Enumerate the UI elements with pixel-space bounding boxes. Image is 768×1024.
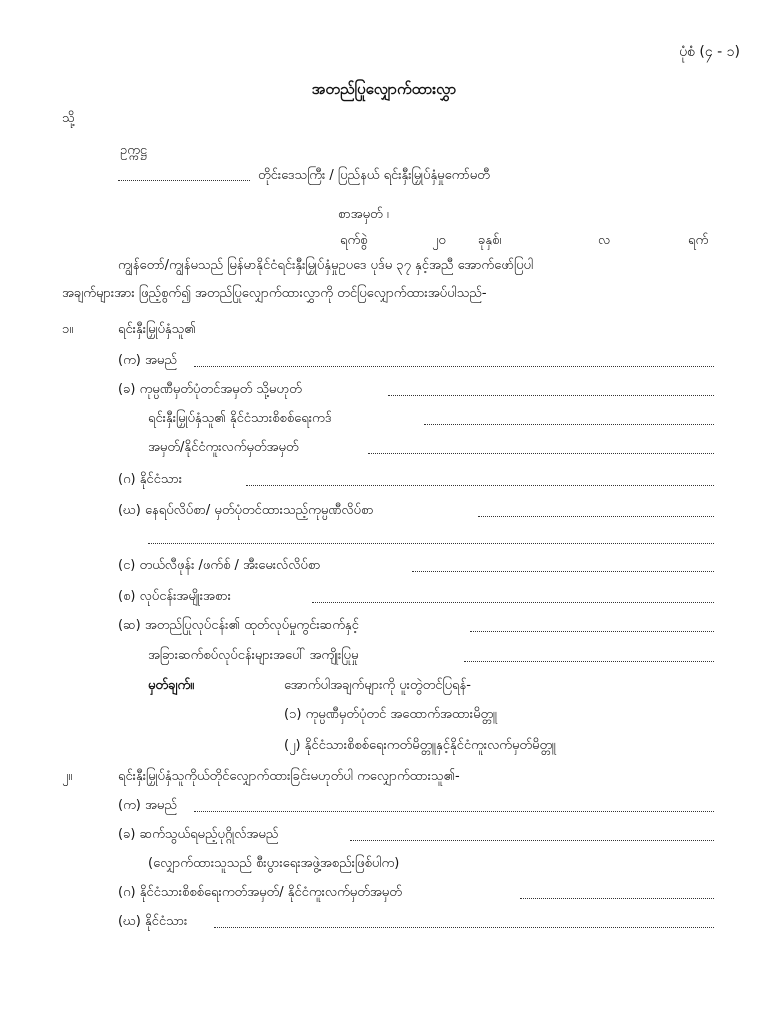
s1-passport-field[interactable] bbox=[368, 453, 714, 454]
s2-contact-person-field[interactable] bbox=[350, 840, 714, 841]
s1-citizenship-label: (ဂ) နိုင်ငံသား bbox=[118, 472, 183, 487]
s2-id-field[interactable] bbox=[520, 898, 714, 899]
s1-company-reg-label: (ခ) ကုမ္ပဏီမှတ်ပုံတင်အမှတ် သို့မဟုတ် bbox=[118, 382, 302, 397]
s1-contact-label: (င) တယ်လီဖုန်း /ဖက်စ် / အီးမေးလ်လိပ်စာ bbox=[118, 558, 321, 573]
s1-passport-label: အမှတ်/နိုင်ငံကူးလက်မှတ်အမှတ် bbox=[148, 440, 299, 455]
s1-benefit-field[interactable] bbox=[470, 631, 714, 632]
section2-title: ရင်းနှီးမြှုပ်နှံသူကိုယ်တိုင်လျှောက်ထားခြင်းမဟုတ်ပါ ကလျှောက်ထားသူ၏- bbox=[118, 769, 460, 784]
s1-address-field[interactable] bbox=[478, 516, 714, 517]
s1-benefit-field-2[interactable] bbox=[464, 661, 714, 662]
s1-benefit-label-1: (ဆ) အတည်ပြုလုပ်ငန်း၏ ထုတ်လုပ်မှုကွင်းဆက်နှင့် bbox=[118, 618, 359, 633]
s2-name-field[interactable] bbox=[194, 811, 714, 812]
to-label: သို့ bbox=[62, 111, 75, 126]
year-label: ခုနှစ်၊ bbox=[478, 233, 502, 248]
section2-number: ၂။ bbox=[62, 769, 73, 784]
s1-address-label: (ဃ) နေရပ်လိပ်စာ/ မှတ်ပုံတင်ထားသည့်ကုမ္ပဏီလိပ်စာ bbox=[118, 503, 374, 518]
s1-contact-field[interactable] bbox=[412, 571, 714, 572]
note-item-1: (၁) ကုမ္ပဏီမှတ်ပုံတင် အထောက်အထားမိတ္တူ bbox=[284, 707, 497, 722]
s1-benefit-label-2: အခြားဆက်စပ်လုပ်ငန်းများအပေါ် အကျိုးပြုမှု bbox=[148, 648, 359, 663]
s1-address-field-2[interactable] bbox=[148, 543, 714, 544]
s1-citizenship-field[interactable] bbox=[246, 485, 714, 486]
addressee: ဥက္ကဋ္ဌ bbox=[120, 143, 147, 158]
year-prefix: ၂၀ bbox=[432, 233, 446, 248]
page-title: အတည်ပြုလျှောက်ထားလွှာ bbox=[311, 80, 457, 98]
s2-contact-person-label: (ခ) ဆက်သွယ်ရမည့်ပုဂ္ဂိုလ်အမည် bbox=[118, 827, 279, 842]
date-label: ရက်စွဲ bbox=[340, 233, 368, 248]
s1-name-label: (က) အမည် bbox=[118, 353, 177, 368]
note-text: အောက်ပါအချက်များကို ပူးတွဲတင်ပြရန်- bbox=[284, 678, 471, 693]
s1-name-field[interactable] bbox=[194, 366, 714, 367]
letter-number-label: စာအမှတ် ၊ bbox=[338, 207, 389, 222]
intro-line-1: ကျွန်တော်/ကျွန်မသည် မြန်မာနိုင်ငံရင်းနှီးမြှုပ်နှံမှုဥပဒေ ပုဒ်မ ၃၇ နှင့်အညီ အောက်ဖော်ပြပါ bbox=[118, 258, 534, 273]
day-label: ရက် bbox=[688, 233, 709, 248]
s2-contact-person-note: (လျှောက်ထားသူသည် စီးပွားရေးအဖွဲ့အစည်းဖြစ်ပါက) bbox=[148, 856, 400, 871]
s2-citizenship-field[interactable] bbox=[214, 927, 714, 928]
section1-title: ရင်းနှီးမြှုပ်နှံသူ၏ bbox=[118, 322, 196, 337]
committee-name: တိုင်းဒေသကြီး / ပြည်နယ် ရင်းနှီးမြှုပ်နှံမှုကော်မတီ bbox=[258, 168, 490, 183]
s2-id-label: (ဂ) နိုင်ငံသားစိစစ်ရေးကတ်အမှတ်/ နိုင်ငံကူးလက်မှတ်အမှတ် bbox=[118, 885, 402, 900]
intro-line-2: အချက်များအား ဖြည့်စွက်၍ အတည်ပြုလျှောက်ထားလွှာကို တင်ပြလျှောက်ထားအပ်ပါသည်- bbox=[62, 286, 487, 301]
s1-business-type-label: (စ) လုပ်ငန်းအမျိုးအစား bbox=[118, 589, 231, 604]
note-item-2: (၂) နိုင်ငံသားစိစစ်ရေးကတ်မိတ္တူနှင့်နိုင်ငံကူးလက်မှတ်မိတ္တူ bbox=[284, 738, 556, 753]
s2-citizenship-label: (ဃ) နိုင်ငံသား bbox=[118, 914, 188, 929]
month-label: လ bbox=[598, 233, 611, 248]
form-number: ပုံစံ (၄ - ၁) bbox=[679, 44, 740, 60]
s1-nrc-field[interactable] bbox=[424, 424, 714, 425]
section1-number: ၁။ bbox=[62, 322, 74, 337]
s1-business-type-field[interactable] bbox=[312, 602, 714, 603]
region-fill-line[interactable] bbox=[118, 180, 250, 181]
s1-nrc-label: ရင်းနှီးမြှုပ်နှံသူ၏ နိုင်ငံသားစိစစ်ရေးကဒ် bbox=[148, 411, 332, 426]
note-label: မှတ်ချက်။ bbox=[148, 678, 195, 693]
s2-name-label: (က) အမည် bbox=[118, 798, 177, 813]
s1-company-reg-field[interactable] bbox=[388, 395, 714, 396]
